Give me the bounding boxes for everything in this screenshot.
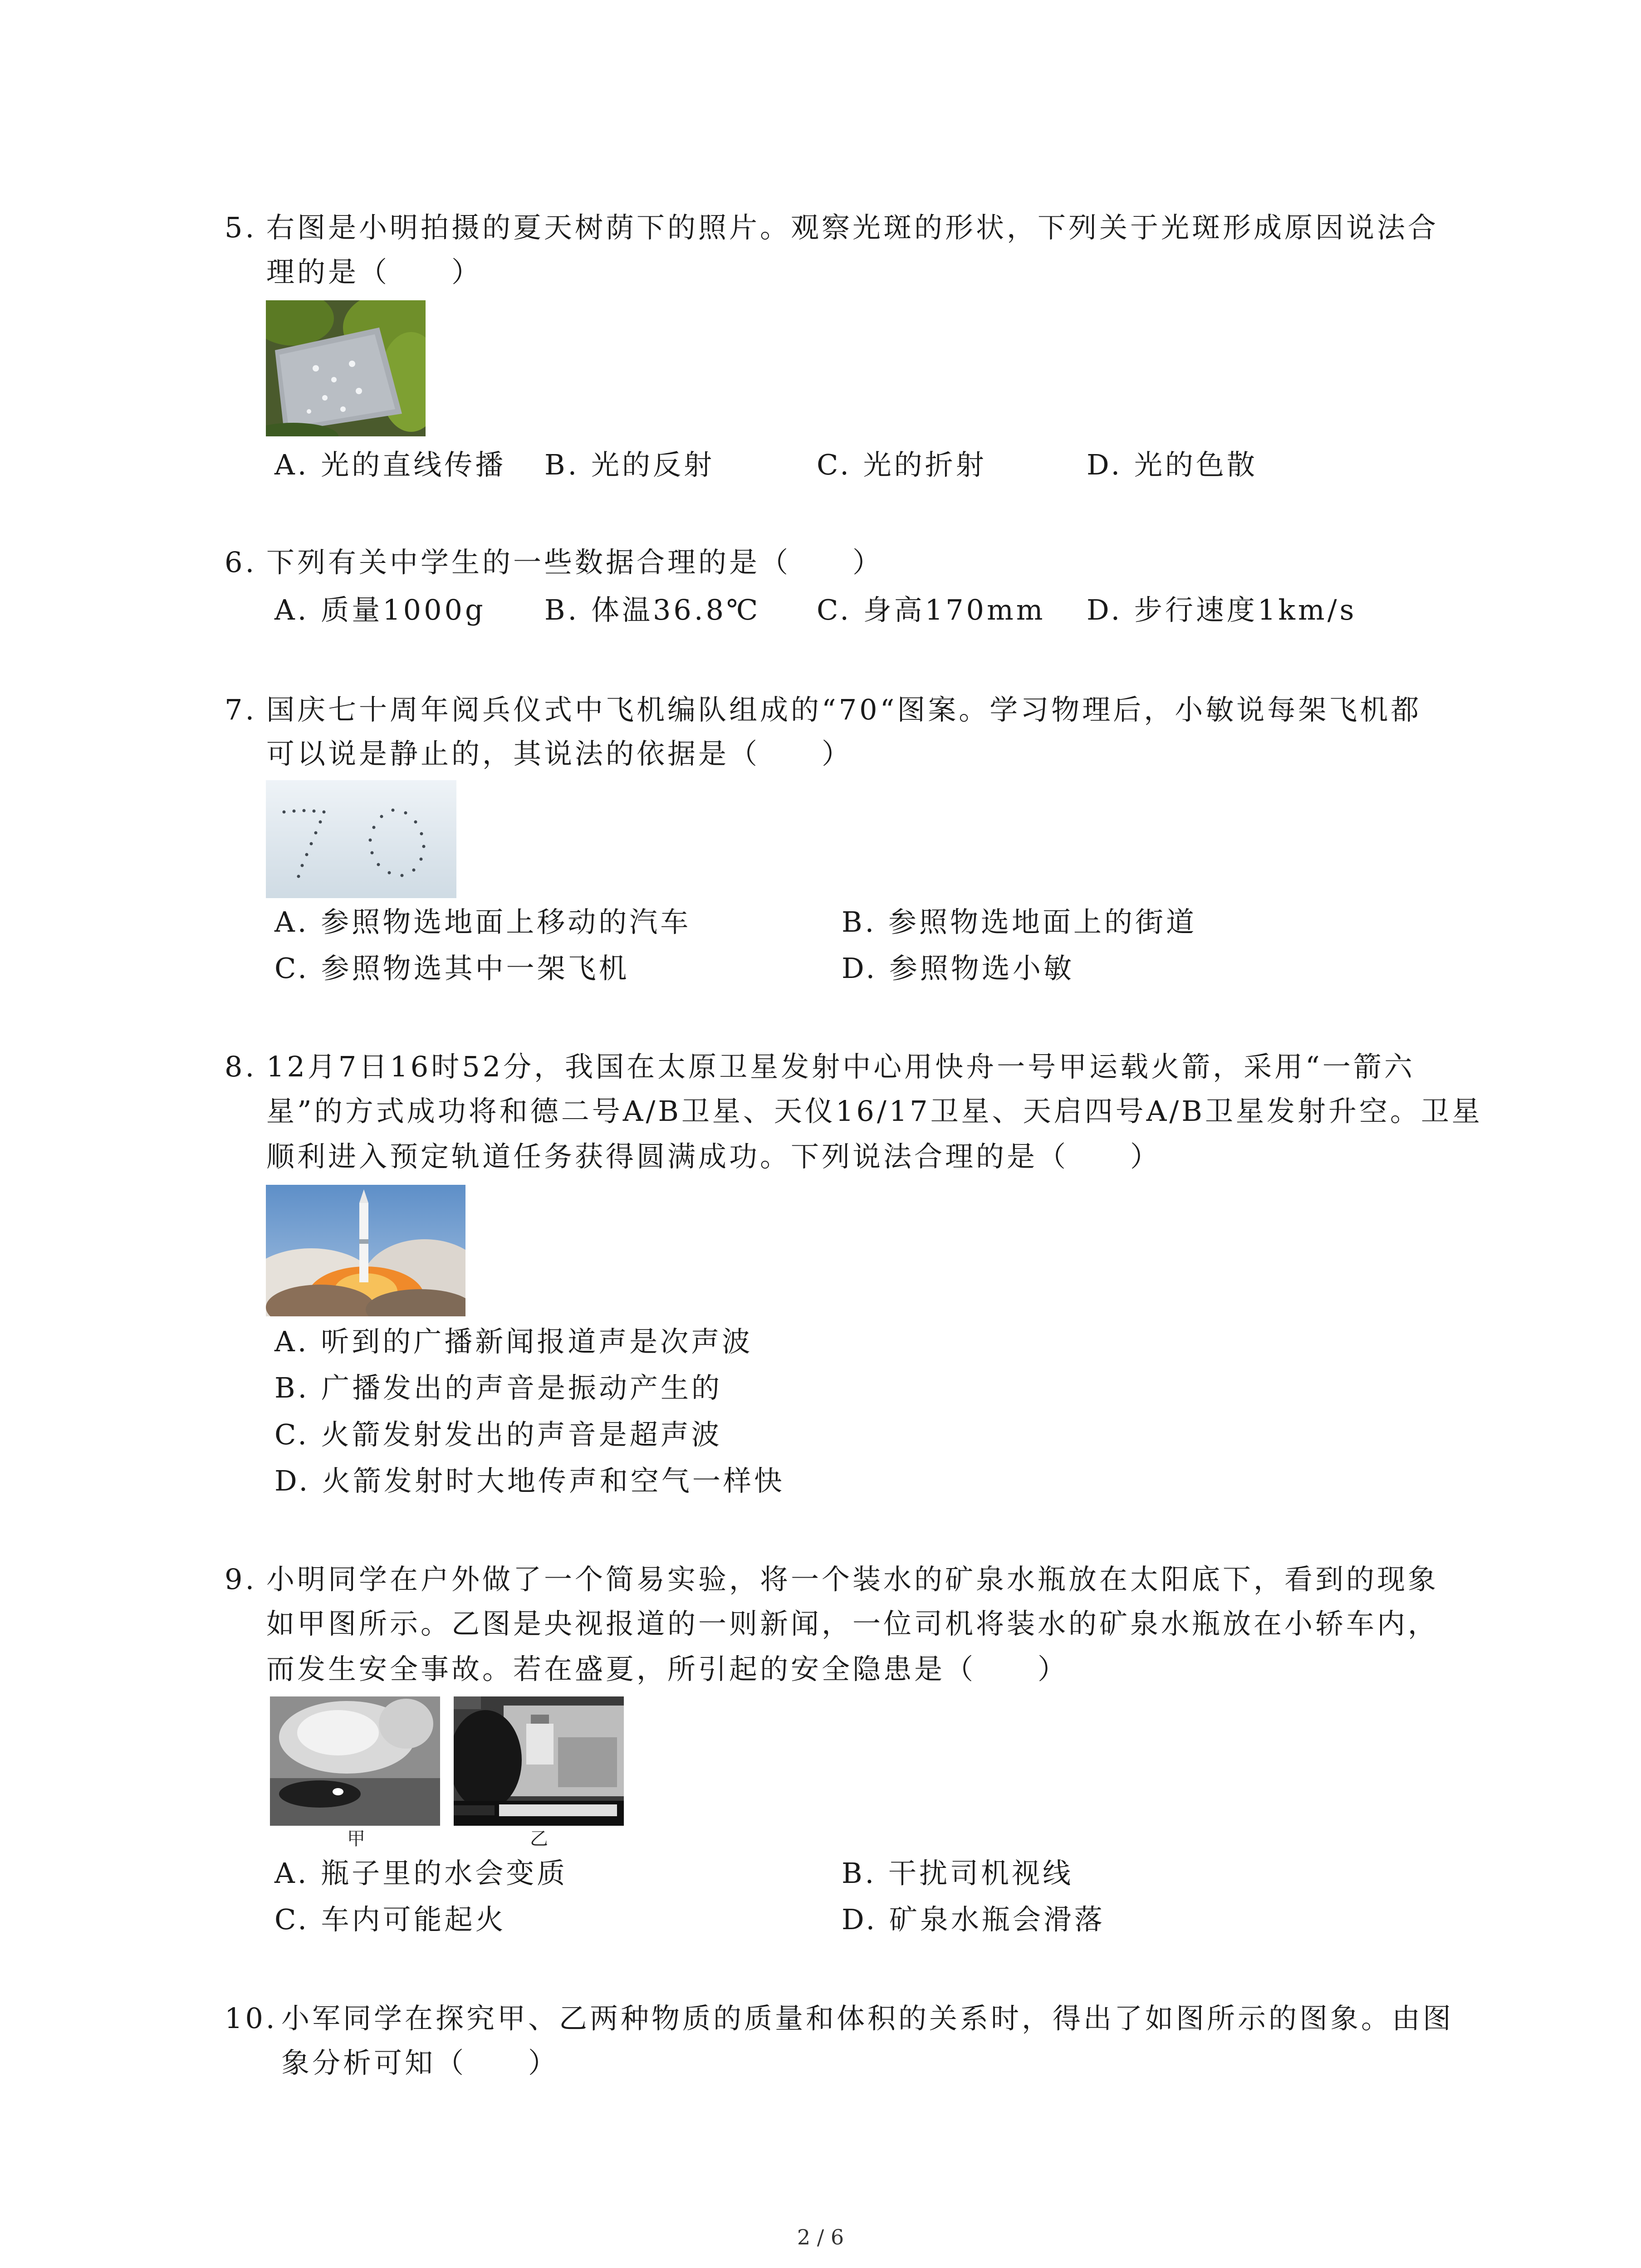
option-8c[interactable]: C. 火箭发射发出的声音是超声波 <box>274 1418 722 1451</box>
option-9b[interactable]: B. 干扰司机视线 <box>842 1857 1073 1890</box>
option-5b[interactable]: B. 光的反射 <box>544 448 715 481</box>
question-8-line-1: 8. 12月7日16时52分，我国在太原卫星发射中心用快舟一号甲运载火箭，采用“一箭六 <box>225 1049 1415 1085</box>
option-5a[interactable]: A. 光的直线传播 <box>274 448 506 481</box>
question-10-line-2: 象分析可知（ ） <box>281 2046 559 2079</box>
option-6c[interactable]: C. 身高170mm <box>817 593 1046 626</box>
question-6-line-1: 6. 下列有关中学生的一些数据合理的是（ ） <box>225 544 883 581</box>
option-8b[interactable]: B. 广播发出的声音是振动产生的 <box>274 1371 722 1404</box>
option-6a[interactable]: A. 质量1000g <box>274 593 486 626</box>
question-7-line-1: 7. 国庆七十周年阅兵仪式中飞机编队组成的“70“图案。学习物理后，小敏说每架飞机都 <box>225 692 1421 728</box>
caption-yi: 乙 <box>530 1828 548 1849</box>
question-9-number: 9. <box>225 1563 257 1596</box>
question-10-number: 10. <box>225 2002 278 2035</box>
option-5d[interactable]: D. 光的色散 <box>1087 448 1258 481</box>
news-car-bottle-photo-yi <box>454 1696 624 1826</box>
option-9c[interactable]: C. 车内可能起火 <box>274 1903 506 1936</box>
option-7a[interactable]: A. 参照物选地面上移动的汽车 <box>274 905 691 938</box>
question-8-number: 8. <box>225 1050 257 1083</box>
question-9-line-2: 如甲图所示。乙图是央视报道的一则新闻，一位司机将装水的矿泉水瓶放在小轿车内， <box>266 1607 1439 1640</box>
question-9-line-3: 而发生安全事故。若在盛夏，所引起的安全隐患是（ ） <box>266 1652 1069 1686</box>
option-8d[interactable]: D. 火箭发射时大地传声和空气一样快 <box>274 1464 785 1497</box>
question-8-line-3: 顺利进入预定轨道任务获得圆满成功。下列说法合理的是（ ） <box>266 1140 1161 1173</box>
question-5-line-2: 理的是（ ） <box>266 255 483 288</box>
question-10-line-1: 10. 小军同学在探究甲、乙两种物质的质量和体积的关系时，得出了如图所示的图象。由图 <box>225 2000 1454 2037</box>
option-7c[interactable]: C. 参照物选其中一架飞机 <box>274 952 630 985</box>
option-8a[interactable]: A. 听到的广播新闻报道声是次声波 <box>274 1325 753 1358</box>
bottle-focus-photo-jia <box>270 1696 440 1826</box>
option-6d[interactable]: D. 步行速度1km/s <box>1087 593 1357 626</box>
page-number: 2 / 6 <box>797 2225 844 2249</box>
question-8-line-2: 星”的方式成功将和德二号A/B卫星、天仪16/17卫星、天启四号A/B卫星发射升空。卫星 <box>266 1095 1483 1128</box>
question-9-line-1: 9. 小明同学在户外做了一个简易实验，将一个装水的矿泉水瓶放在太阳底下，看到的现象 <box>225 1561 1439 1598</box>
option-9d[interactable]: D. 矿泉水瓶会滑落 <box>842 1903 1105 1936</box>
option-6b[interactable]: B. 体温36.8℃ <box>544 593 761 626</box>
question-5-number: 5. <box>225 211 257 244</box>
aircraft-formation-70-photo <box>266 780 456 898</box>
question-6-number: 6. <box>225 546 257 579</box>
option-7d[interactable]: D. 参照物选小敏 <box>842 952 1074 985</box>
question-7-number: 7. <box>225 693 257 726</box>
caption-jia: 甲 <box>347 1828 365 1849</box>
option-5c[interactable]: C. 光的折射 <box>817 448 987 481</box>
rocket-launch-photo <box>266 1185 465 1316</box>
option-7b[interactable]: B. 参照物选地面上的街道 <box>842 905 1197 938</box>
question-7-line-2: 可以说是静止的，其说法的依据是（ ） <box>266 737 853 770</box>
option-9a[interactable]: A. 瓶子里的水会变质 <box>274 1857 568 1890</box>
tree-shade-light-spots-photo <box>266 300 426 436</box>
question-5-line-1: 5. 右图是小明拍摄的夏天树荫下的照片。观察光斑的形状，下列关于光斑形成原因说法合 <box>225 210 1439 246</box>
